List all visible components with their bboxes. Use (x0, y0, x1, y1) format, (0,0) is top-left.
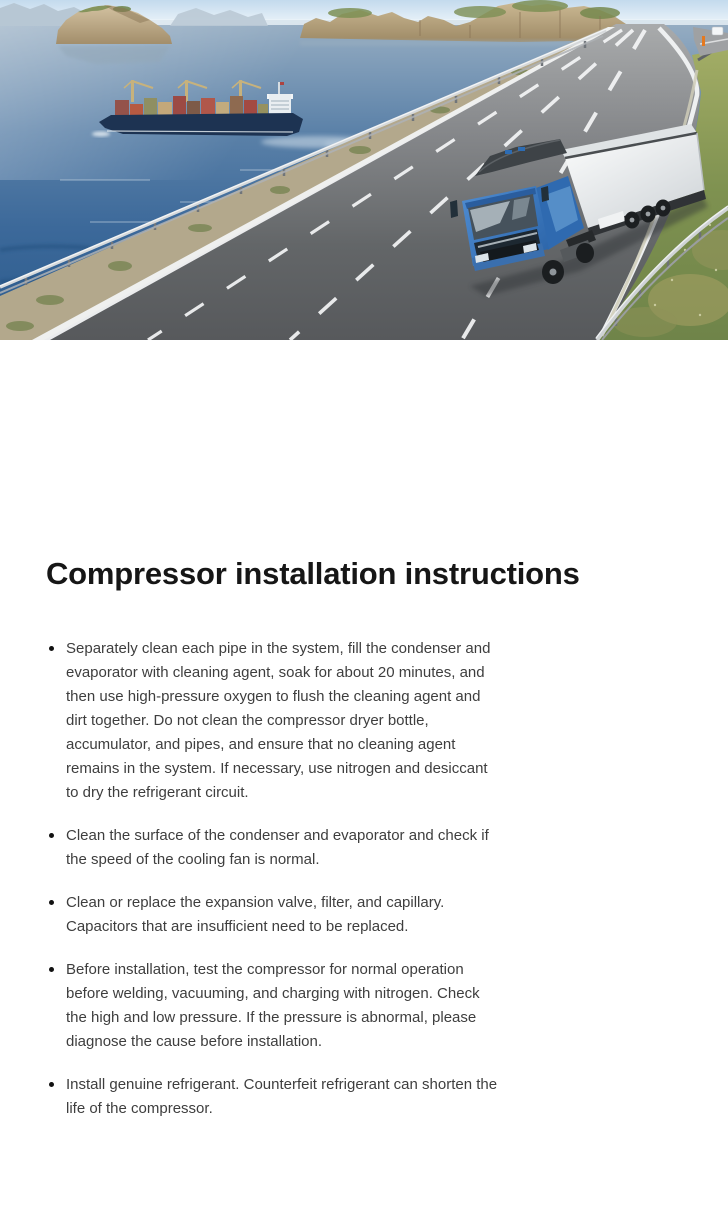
list-item-text: Before installation, test the compressor for normal operation before welding, vacuuming, and charging with nitrogen. Check the high and low pressure. If the pressure is abnormal, please diagnose the cause before installation. (66, 961, 480, 1050)
list-item-text: Separately clean each pipe in the system, fill the condenser and evaporator with cleaning agent, soak for about 20 minutes, and then use high-pressure oxygen to flush the cleaning agent and dirt together. Do not clean the compressor dryer bottle, accumulator, and pipes, and ensure that no cleaning agent remains in the system. If necessary, use nitrogen and desiccant to dry the refrigerant circuit. (66, 640, 491, 801)
bullet-icon (49, 646, 54, 651)
bullet-icon (49, 1082, 54, 1087)
list-item (46, 891, 498, 939)
list-item (46, 637, 498, 805)
bullet-icon (49, 967, 54, 972)
distant-van (712, 27, 723, 35)
content (0, 558, 728, 1121)
list-item-text: Clean the surface of the condenser and evaporator and check if the speed of the cooling fan is normal. (66, 827, 489, 868)
cab-rear-wheel (576, 243, 594, 263)
mirror-right (541, 186, 549, 202)
list-item (46, 1073, 498, 1121)
bullet-icon (49, 900, 54, 905)
mirror-left (450, 200, 458, 218)
list-item-text: Install genuine refrigerant. Counterfeit refrigerant can shorten the life of the compressor. (66, 1076, 498, 1117)
hero-image (0, 0, 728, 340)
orange-marker-post (702, 36, 705, 46)
list-item (46, 824, 498, 872)
instruction-list (46, 637, 498, 1121)
bullet-icon (49, 833, 54, 838)
list-item (46, 958, 498, 1054)
list-item-text: Clean or replace the expansion valve, filter, and capillary. Capacitors that are insufficient need to be replaced. (66, 894, 445, 935)
ship-hull (99, 113, 303, 136)
page-title: Compressor installation instructions (46, 556, 580, 591)
